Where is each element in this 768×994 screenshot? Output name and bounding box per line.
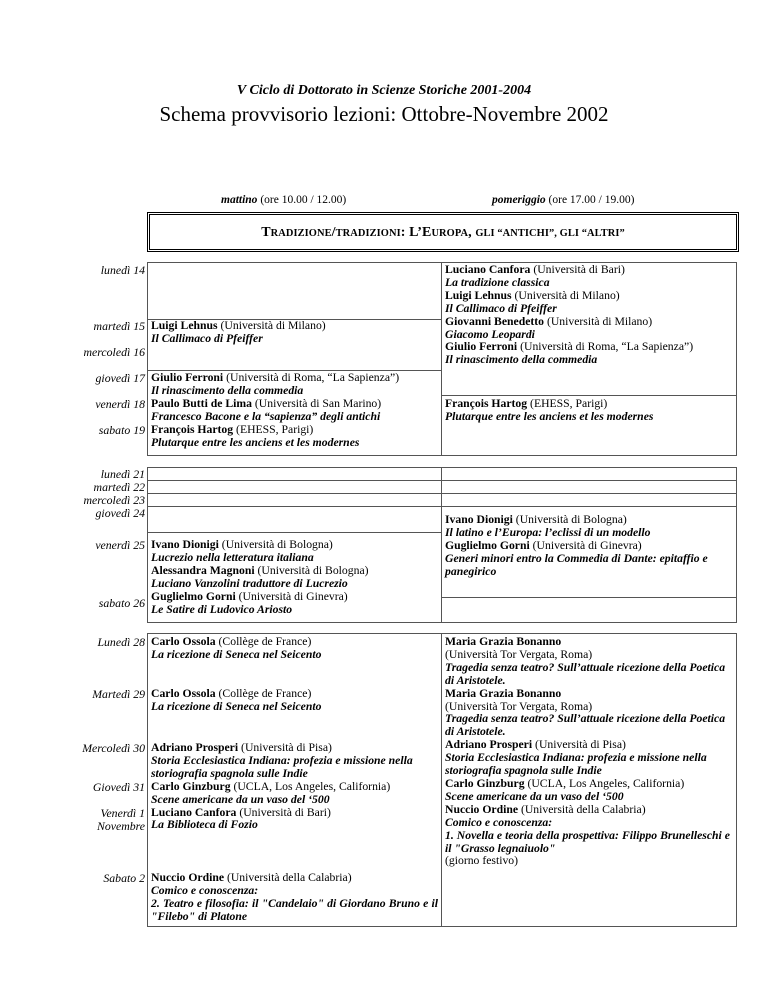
lecture-entry: Nuccio Ordine (Università della Calabria) Comico e conoscenza: 1. Novella e teoria della prospettiva: Filippo Brunelleschi e il "Grasso legnaiuolo": [445, 802, 730, 855]
lecture-entry: Maria Grazia Bonanno (Università Tor Vergata, Roma) Tragedia senza teatro? Sull’attuale ricezione della Poetica di Aristotele.: [445, 686, 726, 739]
lecture-entry: Carlo Ginzburg (UCLA, Los Angeles, California) Scene americane da un vaso del ‘500: [445, 776, 685, 803]
theme-title: TRADIZIONE/TRADIZIONI: L’EUROPA, GLI “ANTICHI”, GLI “ALTRI”: [261, 225, 625, 240]
lecture-entry: Giulio Ferroni (Università di Roma, “La Sapienza”) Il rinascimento della commedia: [445, 340, 694, 367]
lecture-entry: Guglielmo Gorni (Università di Ginevra) Generi minori entro la Commedia di Dante: epitaffio e panegirico: [445, 538, 708, 578]
lecture-entry: Giovanni Benedetto (Università di Milano) Giacomo Leopardi: [445, 314, 653, 341]
day-label: mercoledì 16: [83, 345, 145, 359]
afternoon-lectures: [445, 264, 730, 367]
lecture-entry: Carlo Ossola (Collège de France) La ricezione di Seneca nel Seicento: [151, 635, 322, 661]
day-label: sabato 26: [98, 596, 145, 610]
day-label: venerdì 25: [95, 538, 145, 552]
lecture-entry: Luigi Lehnus (Università di Milano) Il Callimaco di Pfeiffer: [151, 319, 326, 345]
morning-column-header: mattino (ore 10.00 / 12.00): [221, 194, 347, 206]
day-label: Lunedì 28: [97, 635, 145, 649]
day-label: Giovedì 31: [92, 780, 145, 794]
day-label: lunedì 21: [100, 467, 145, 481]
lecture-entry: Ivano Dionigi (Università di Bologna) Lucrezio nella letteratura italiana: [151, 538, 333, 564]
lecture-entry: Luigi Lehnus (Università di Milano) Il Callimaco di Pfeiffer: [445, 288, 620, 315]
program-subtitle: V Ciclo di Dottorato in Scienze Storiche 2001-2004: [236, 83, 532, 98]
holiday-note: (giorno festivo): [445, 854, 519, 868]
day-label: Venerdì 1: [100, 806, 145, 820]
day-label: Martedì 29: [92, 687, 145, 701]
lecture-entry: François Hartog (EHESS, Parigi) Plutarque entre les anciens et les modernes: [445, 397, 654, 423]
lecture-entry: Carlo Ossola (Collège de France) La ricezione di Seneca nel Seicento: [151, 687, 322, 713]
day-label: Mercoledì 30: [82, 741, 145, 755]
lecture-entry: Luciano Canfora (Università di Bari) La Biblioteca di Fozio: [151, 805, 331, 832]
lecture-entry: Alessandra Magnoni (Università di Bologna) Luciano Vanzolini traduttore di Lucrezio: [151, 563, 369, 590]
day-label: Novembre: [96, 819, 145, 833]
day-label: lunedì 14: [100, 263, 145, 277]
lecture-entry: Guglielmo Gorni (Università di Ginevra) Le Satire di Ludovico Ariosto: [151, 589, 348, 616]
day-label: sabato 19: [98, 423, 145, 437]
afternoon-lectures: [445, 514, 730, 579]
theme-title-box: [147, 212, 739, 252]
lecture-entry: Maria Grazia Bonanno (Università Tor Vergata, Roma) Tragedia senza teatro? Sull’attuale ricezione della Poetica di Aristotele.: [445, 635, 726, 687]
day-label: venerdì 18: [95, 397, 145, 411]
morning-lectures: [151, 539, 438, 616]
day-label: Sabato 2: [103, 871, 145, 885]
afternoon-lectures: [445, 636, 730, 868]
lecture-entry: Luciano Canfora (Università di Bari) La tradizione classica: [445, 263, 625, 289]
lecture-entry: Adriano Prosperi (Università di Pisa) Storia Ecclesiastica Indiana: profezia e missione nella storiografia spagnola sulle Indie: [445, 738, 707, 778]
day-label: martedì 15: [93, 319, 145, 333]
lecture-entry: Nuccio Ordine (Università della Calabria) Comico e conoscenza: 2. Teatro e filosofia: il "Candelaio" di Giordano Bruno e il "Filebo" di Platone: [151, 871, 438, 923]
day-label: giovedì 17: [95, 371, 145, 385]
lecture-entry: Giulio Ferroni (Università di Roma, “La Sapienza”) Il rinascimento della commedia: [151, 371, 400, 397]
lecture-entry: Ivano Dionigi (Università di Bologna) Il latino e l’Europa: l’eclissi di un modello: [445, 513, 651, 539]
day-label: martedì 22: [93, 480, 145, 494]
lecture-entry: Carlo Ginzburg (UCLA, Los Angeles, California) Scene americane da un vaso del ‘500: [151, 779, 391, 806]
page-title: Schema provvisorio lezioni: Ottobre-Novembre 2002: [159, 102, 609, 126]
lecture-entry: Adriano Prosperi (Università di Pisa) Storia Ecclesiastica Indiana: profezia e missione nella storiografia spagnola sulle Indie: [151, 741, 413, 780]
day-label: giovedì 24: [95, 506, 145, 520]
afternoon-column-header: pomeriggio (ore 17.00 / 19.00): [492, 194, 635, 206]
morning-lectures: [151, 742, 438, 832]
day-label: mercoledì 23: [83, 493, 145, 507]
lecture-entry: Paulo Butti de Lima (Università di San Marino) Francesco Bacone e la “sapienza” degli antichi: [151, 396, 382, 423]
lecture-entry: François Hartog (EHESS, Parigi) Plutarque entre les anciens et les modernes: [151, 422, 360, 449]
morning-lectures: [151, 372, 438, 449]
